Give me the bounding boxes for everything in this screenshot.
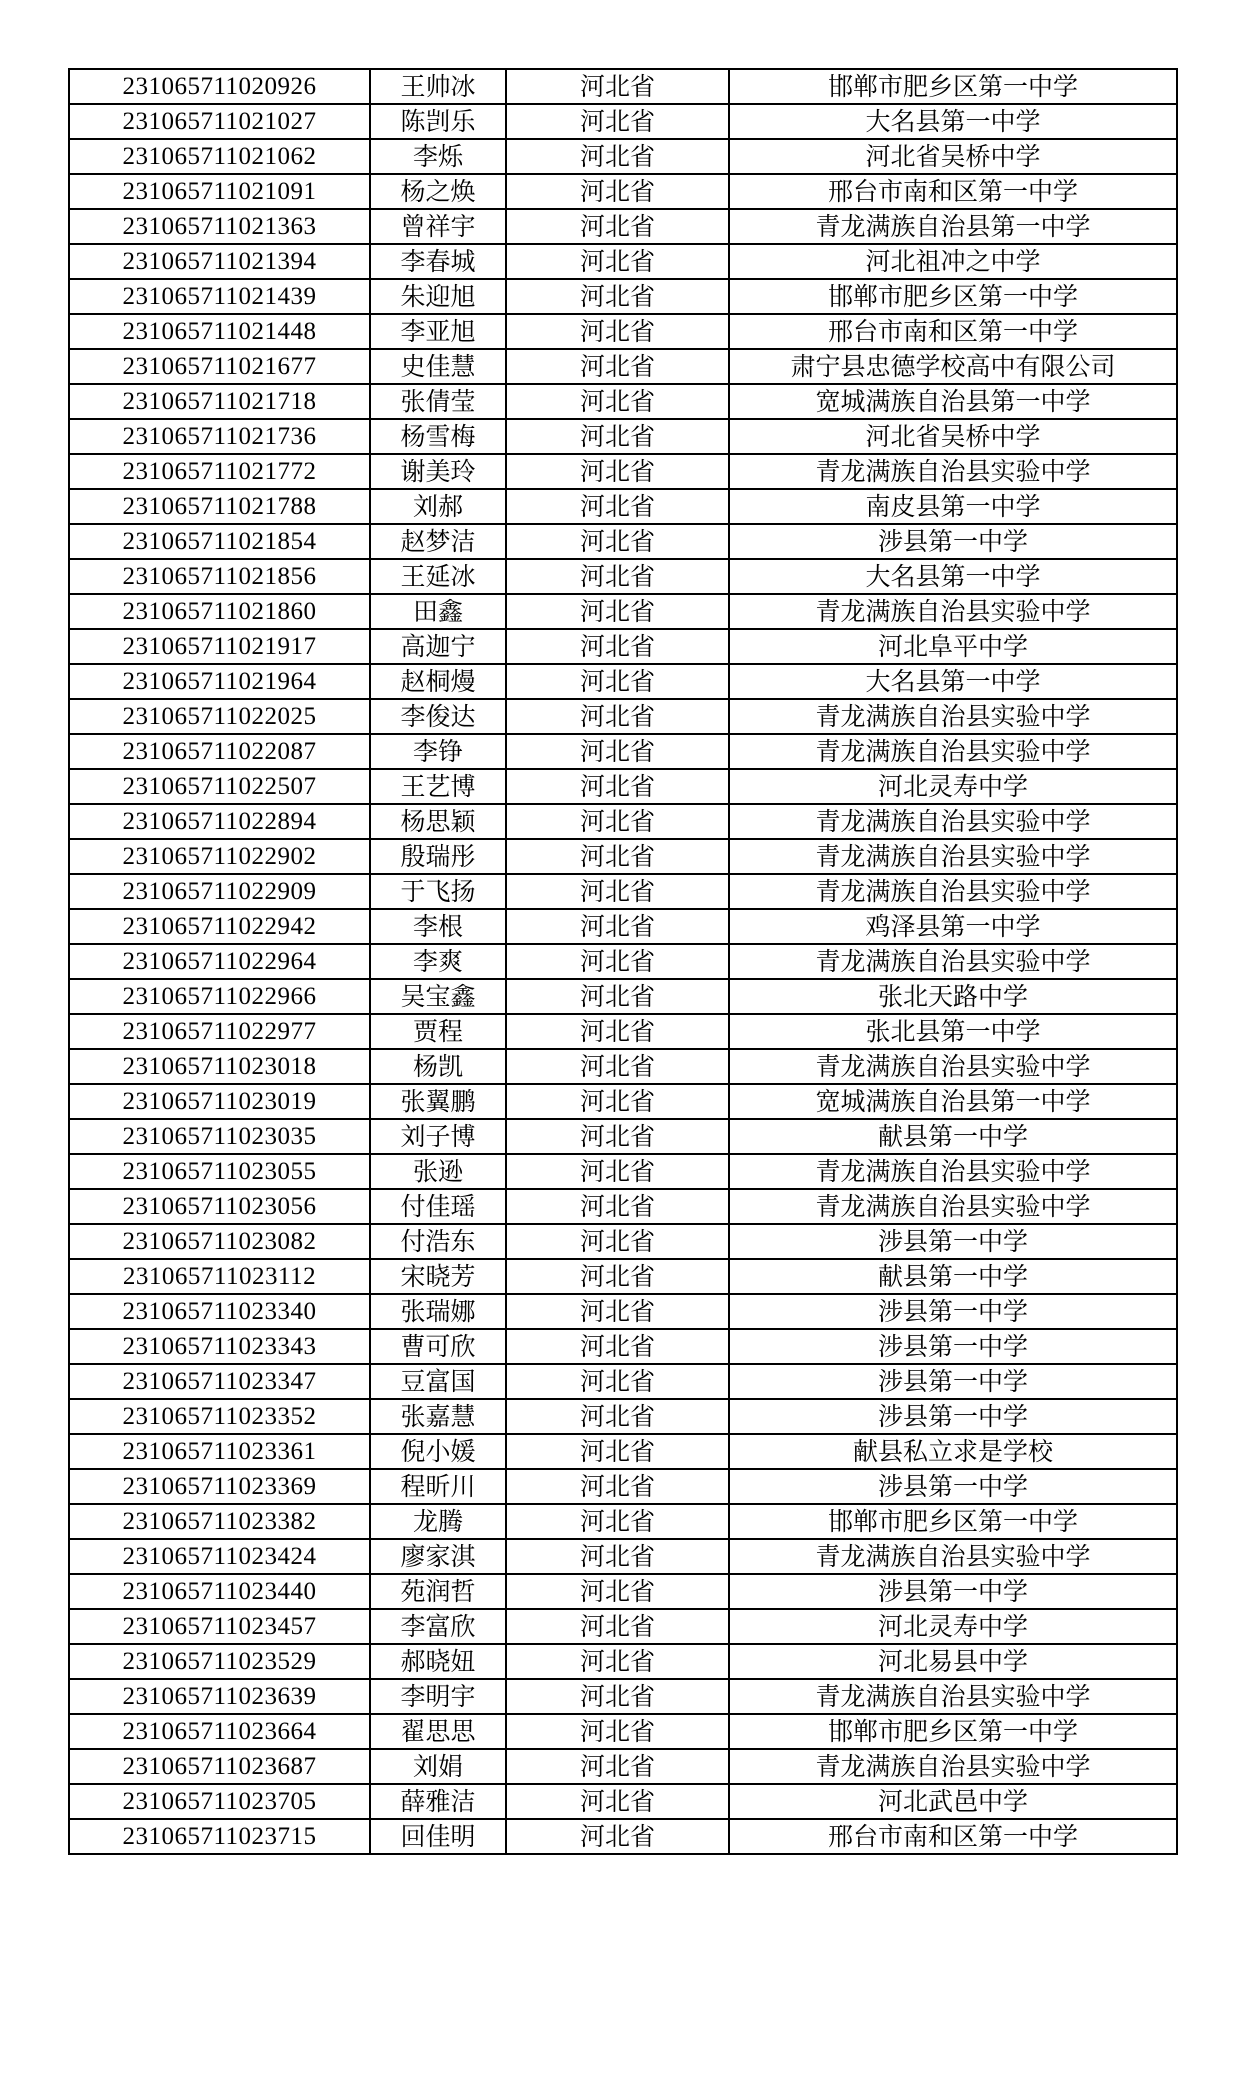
table-row (69, 1294, 1177, 1329)
student-name-cell: 殷瑞彤 (370, 839, 506, 874)
table-row (69, 349, 1177, 384)
school-cell: 宽城满族自治县第一中学 (729, 1084, 1177, 1119)
table-body (69, 69, 1177, 1854)
table-row (69, 1224, 1177, 1259)
exam-id-cell: 231065711021856 (69, 559, 370, 594)
table-row (69, 1784, 1177, 1819)
student-name-cell: 刘郝 (370, 489, 506, 524)
school-cell: 张北天路中学 (729, 979, 1177, 1014)
student-name-cell: 赵梦洁 (370, 524, 506, 559)
province-cell: 河北省 (506, 1469, 729, 1504)
province-cell: 河北省 (506, 1539, 729, 1574)
student-name-cell: 史佳慧 (370, 349, 506, 384)
table-row (69, 1644, 1177, 1679)
school-cell: 青龙满族自治县实验中学 (729, 804, 1177, 839)
province-cell: 河北省 (506, 1574, 729, 1609)
school-cell: 青龙满族自治县实验中学 (729, 454, 1177, 489)
student-name-cell: 杨思颖 (370, 804, 506, 839)
province-cell: 河北省 (506, 1749, 729, 1784)
school-cell: 邯郸市肥乡区第一中学 (729, 69, 1177, 104)
table-row (69, 594, 1177, 629)
school-cell: 南皮县第一中学 (729, 489, 1177, 524)
student-name-cell: 李根 (370, 909, 506, 944)
table-row (69, 139, 1177, 174)
student-name-cell: 杨凯 (370, 1049, 506, 1084)
school-cell: 大名县第一中学 (729, 559, 1177, 594)
exam-id-cell: 231065711023347 (69, 1364, 370, 1399)
table-row (69, 979, 1177, 1014)
exam-id-cell: 231065711021718 (69, 384, 370, 419)
province-cell: 河北省 (506, 1329, 729, 1364)
school-cell: 河北祖冲之中学 (729, 244, 1177, 279)
school-cell: 青龙满族自治县实验中学 (729, 1539, 1177, 1574)
school-cell: 青龙满族自治县实验中学 (729, 1154, 1177, 1189)
student-name-cell: 杨雪梅 (370, 419, 506, 454)
exam-id-cell: 231065711021363 (69, 209, 370, 244)
student-name-cell: 龙腾 (370, 1504, 506, 1539)
table-row (69, 419, 1177, 454)
school-cell: 邢台市南和区第一中学 (729, 174, 1177, 209)
province-cell: 河北省 (506, 1434, 729, 1469)
province-cell: 河北省 (506, 1399, 729, 1434)
exam-id-cell: 231065711021394 (69, 244, 370, 279)
exam-id-cell: 231065711023664 (69, 1714, 370, 1749)
exam-id-cell: 231065711023687 (69, 1749, 370, 1784)
table-row (69, 1539, 1177, 1574)
table-row (69, 769, 1177, 804)
table-row (69, 1714, 1177, 1749)
exam-id-cell: 231065711023361 (69, 1434, 370, 1469)
student-name-cell: 程昕川 (370, 1469, 506, 1504)
exam-id-cell: 231065711021964 (69, 664, 370, 699)
student-list-table-container (68, 68, 1176, 1855)
province-cell: 河北省 (506, 384, 729, 419)
school-cell: 青龙满族自治县实验中学 (729, 1679, 1177, 1714)
province-cell: 河北省 (506, 314, 729, 349)
school-cell: 河北省吴桥中学 (729, 139, 1177, 174)
exam-id-cell: 231065711023035 (69, 1119, 370, 1154)
exam-id-cell: 231065711021788 (69, 489, 370, 524)
table-row (69, 174, 1177, 209)
table-row (69, 1819, 1177, 1854)
school-cell: 青龙满族自治县实验中学 (729, 839, 1177, 874)
exam-id-cell: 231065711021027 (69, 104, 370, 139)
exam-id-cell: 231065711022025 (69, 699, 370, 734)
student-name-cell: 田鑫 (370, 594, 506, 629)
province-cell: 河北省 (506, 209, 729, 244)
province-cell: 河北省 (506, 699, 729, 734)
table-row (69, 524, 1177, 559)
table-row (69, 104, 1177, 139)
student-list-table (68, 68, 1178, 1855)
province-cell: 河北省 (506, 454, 729, 489)
exam-id-cell: 231065711023056 (69, 1189, 370, 1224)
province-cell: 河北省 (506, 1364, 729, 1399)
province-cell: 河北省 (506, 629, 729, 664)
province-cell: 河北省 (506, 1609, 729, 1644)
student-name-cell: 豆富国 (370, 1364, 506, 1399)
school-cell: 涉县第一中学 (729, 1469, 1177, 1504)
student-name-cell: 王帅冰 (370, 69, 506, 104)
school-cell: 青龙满族自治县实验中学 (729, 699, 1177, 734)
province-cell: 河北省 (506, 1679, 729, 1714)
school-cell: 河北阜平中学 (729, 629, 1177, 664)
student-name-cell: 刘娟 (370, 1749, 506, 1784)
exam-id-cell: 231065711023715 (69, 1819, 370, 1854)
province-cell: 河北省 (506, 909, 729, 944)
province-cell: 河北省 (506, 419, 729, 454)
school-cell: 宽城满族自治县第一中学 (729, 384, 1177, 419)
province-cell: 河北省 (506, 1014, 729, 1049)
exam-id-cell: 231065711023019 (69, 1084, 370, 1119)
province-cell: 河北省 (506, 874, 729, 909)
province-cell: 河北省 (506, 244, 729, 279)
student-name-cell: 张逊 (370, 1154, 506, 1189)
student-name-cell: 赵桐熳 (370, 664, 506, 699)
table-row (69, 1049, 1177, 1084)
table-row (69, 314, 1177, 349)
province-cell: 河北省 (506, 1504, 729, 1539)
province-cell: 河北省 (506, 279, 729, 314)
table-row (69, 1469, 1177, 1504)
table-row (69, 699, 1177, 734)
exam-id-cell: 231065711021677 (69, 349, 370, 384)
exam-id-cell: 231065711023529 (69, 1644, 370, 1679)
school-cell: 献县私立求是学校 (729, 1434, 1177, 1469)
province-cell: 河北省 (506, 174, 729, 209)
school-cell: 河北灵寿中学 (729, 769, 1177, 804)
student-name-cell: 高迦宁 (370, 629, 506, 664)
table-row (69, 944, 1177, 979)
exam-id-cell: 231065711023343 (69, 1329, 370, 1364)
exam-id-cell: 231065711022507 (69, 769, 370, 804)
province-cell: 河北省 (506, 839, 729, 874)
student-name-cell: 回佳明 (370, 1819, 506, 1854)
table-row (69, 1014, 1177, 1049)
student-name-cell: 吴宝鑫 (370, 979, 506, 1014)
school-cell: 青龙满族自治县实验中学 (729, 1049, 1177, 1084)
province-cell: 河北省 (506, 1119, 729, 1154)
student-name-cell: 付佳瑶 (370, 1189, 506, 1224)
table-row (69, 1609, 1177, 1644)
school-cell: 张北县第一中学 (729, 1014, 1177, 1049)
exam-id-cell: 231065711022902 (69, 839, 370, 874)
table-row (69, 909, 1177, 944)
exam-id-cell: 231065711023440 (69, 1574, 370, 1609)
table-row (69, 1119, 1177, 1154)
exam-id-cell: 231065711023352 (69, 1399, 370, 1434)
school-cell: 青龙满族自治县实验中学 (729, 1749, 1177, 1784)
province-cell: 河北省 (506, 489, 729, 524)
school-cell: 青龙满族自治县实验中学 (729, 874, 1177, 909)
school-cell: 青龙满族自治县实验中学 (729, 594, 1177, 629)
school-cell: 涉县第一中学 (729, 1224, 1177, 1259)
school-cell: 涉县第一中学 (729, 1364, 1177, 1399)
student-name-cell: 于飞扬 (370, 874, 506, 909)
exam-id-cell: 231065711021772 (69, 454, 370, 489)
exam-id-cell: 231065711021448 (69, 314, 370, 349)
student-name-cell: 张翼鹏 (370, 1084, 506, 1119)
student-name-cell: 郝晓妞 (370, 1644, 506, 1679)
table-row (69, 209, 1177, 244)
student-name-cell: 张嘉慧 (370, 1399, 506, 1434)
school-cell: 青龙满族自治县实验中学 (729, 1189, 1177, 1224)
table-row (69, 1399, 1177, 1434)
student-name-cell: 付浩东 (370, 1224, 506, 1259)
exam-id-cell: 231065711022977 (69, 1014, 370, 1049)
province-cell: 河北省 (506, 1189, 729, 1224)
table-row (69, 454, 1177, 489)
table-row (69, 69, 1177, 104)
province-cell: 河北省 (506, 104, 729, 139)
exam-id-cell: 231065711022964 (69, 944, 370, 979)
exam-id-cell: 231065711023082 (69, 1224, 370, 1259)
table-row (69, 1259, 1177, 1294)
exam-id-cell: 231065711023705 (69, 1784, 370, 1819)
table-row (69, 384, 1177, 419)
student-name-cell: 李春城 (370, 244, 506, 279)
province-cell: 河北省 (506, 1259, 729, 1294)
student-name-cell: 杨之焕 (370, 174, 506, 209)
province-cell: 河北省 (506, 524, 729, 559)
school-cell: 邯郸市肥乡区第一中学 (729, 1714, 1177, 1749)
student-name-cell: 谢美玲 (370, 454, 506, 489)
school-cell: 青龙满族自治县实验中学 (729, 944, 1177, 979)
table-row (69, 1189, 1177, 1224)
exam-id-cell: 231065711022894 (69, 804, 370, 839)
table-row (69, 244, 1177, 279)
school-cell: 涉县第一中学 (729, 1294, 1177, 1329)
student-name-cell: 李明宇 (370, 1679, 506, 1714)
exam-id-cell: 231065711021439 (69, 279, 370, 314)
province-cell: 河北省 (506, 734, 729, 769)
school-cell: 涉县第一中学 (729, 1399, 1177, 1434)
province-cell: 河北省 (506, 594, 729, 629)
student-name-cell: 张瑞娜 (370, 1294, 506, 1329)
school-cell: 邢台市南和区第一中学 (729, 314, 1177, 349)
student-name-cell: 倪小媛 (370, 1434, 506, 1469)
school-cell: 邯郸市肥乡区第一中学 (729, 1504, 1177, 1539)
table-row (69, 874, 1177, 909)
province-cell: 河北省 (506, 1644, 729, 1679)
province-cell: 河北省 (506, 1049, 729, 1084)
student-name-cell: 张倩莹 (370, 384, 506, 419)
province-cell: 河北省 (506, 559, 729, 594)
exam-id-cell: 231065711023424 (69, 1539, 370, 1574)
table-row (69, 1434, 1177, 1469)
province-cell: 河北省 (506, 1224, 729, 1259)
province-cell: 河北省 (506, 1819, 729, 1854)
exam-id-cell: 231065711022909 (69, 874, 370, 909)
school-cell: 大名县第一中学 (729, 104, 1177, 139)
student-name-cell: 宋晓芳 (370, 1259, 506, 1294)
student-name-cell: 李烁 (370, 139, 506, 174)
exam-id-cell: 231065711021917 (69, 629, 370, 664)
student-name-cell: 王艺博 (370, 769, 506, 804)
table-row (69, 1329, 1177, 1364)
school-cell: 大名县第一中学 (729, 664, 1177, 699)
province-cell: 河北省 (506, 1784, 729, 1819)
school-cell: 邢台市南和区第一中学 (729, 1819, 1177, 1854)
province-cell: 河北省 (506, 944, 729, 979)
province-cell: 河北省 (506, 804, 729, 839)
student-name-cell: 李亚旭 (370, 314, 506, 349)
student-name-cell: 李铮 (370, 734, 506, 769)
exam-id-cell: 231065711023340 (69, 1294, 370, 1329)
school-cell: 鸡泽县第一中学 (729, 909, 1177, 944)
exam-id-cell: 231065711023018 (69, 1049, 370, 1084)
student-name-cell: 李富欣 (370, 1609, 506, 1644)
student-name-cell: 苑润哲 (370, 1574, 506, 1609)
table-row (69, 629, 1177, 664)
province-cell: 河北省 (506, 1084, 729, 1119)
school-cell: 涉县第一中学 (729, 1574, 1177, 1609)
province-cell: 河北省 (506, 1294, 729, 1329)
province-cell: 河北省 (506, 1154, 729, 1189)
school-cell: 献县第一中学 (729, 1259, 1177, 1294)
exam-id-cell: 231065711022942 (69, 909, 370, 944)
exam-id-cell: 231065711023369 (69, 1469, 370, 1504)
student-name-cell: 王延冰 (370, 559, 506, 594)
exam-id-cell: 231065711020926 (69, 69, 370, 104)
school-cell: 河北易县中学 (729, 1644, 1177, 1679)
student-name-cell: 曾祥宇 (370, 209, 506, 244)
student-name-cell: 翟思思 (370, 1714, 506, 1749)
table-row (69, 734, 1177, 769)
table-row (69, 839, 1177, 874)
school-cell: 肃宁县忠德学校高中有限公司 (729, 349, 1177, 384)
province-cell: 河北省 (506, 69, 729, 104)
student-name-cell: 曹可欣 (370, 1329, 506, 1364)
exam-id-cell: 231065711021860 (69, 594, 370, 629)
exam-id-cell: 231065711021062 (69, 139, 370, 174)
student-name-cell: 陈剀乐 (370, 104, 506, 139)
table-row (69, 1504, 1177, 1539)
exam-id-cell: 231065711022966 (69, 979, 370, 1014)
province-cell: 河北省 (506, 139, 729, 174)
province-cell: 河北省 (506, 1714, 729, 1749)
school-cell: 邯郸市肥乡区第一中学 (729, 279, 1177, 314)
table-row (69, 664, 1177, 699)
school-cell: 河北灵寿中学 (729, 1609, 1177, 1644)
exam-id-cell: 231065711023112 (69, 1259, 370, 1294)
student-name-cell: 薛雅洁 (370, 1784, 506, 1819)
province-cell: 河北省 (506, 349, 729, 384)
student-name-cell: 朱迎旭 (370, 279, 506, 314)
province-cell: 河北省 (506, 769, 729, 804)
table-row (69, 804, 1177, 839)
school-cell: 涉县第一中学 (729, 1329, 1177, 1364)
table-row (69, 279, 1177, 314)
student-name-cell: 李爽 (370, 944, 506, 979)
exam-id-cell: 231065711023639 (69, 1679, 370, 1714)
exam-id-cell: 231065711021854 (69, 524, 370, 559)
school-cell: 涉县第一中学 (729, 524, 1177, 559)
province-cell: 河北省 (506, 979, 729, 1014)
table-row (69, 1084, 1177, 1119)
school-cell: 青龙满族自治县实验中学 (729, 734, 1177, 769)
table-row (69, 1749, 1177, 1784)
school-cell: 河北省吴桥中学 (729, 419, 1177, 454)
table-row (69, 1679, 1177, 1714)
student-name-cell: 廖家淇 (370, 1539, 506, 1574)
table-row (69, 1574, 1177, 1609)
student-name-cell: 贾程 (370, 1014, 506, 1049)
table-row (69, 559, 1177, 594)
student-name-cell: 李俊达 (370, 699, 506, 734)
exam-id-cell: 231065711022087 (69, 734, 370, 769)
student-name-cell: 刘子博 (370, 1119, 506, 1154)
exam-id-cell: 231065711023055 (69, 1154, 370, 1189)
table-row (69, 1154, 1177, 1189)
table-row (69, 1364, 1177, 1399)
exam-id-cell: 231065711021091 (69, 174, 370, 209)
exam-id-cell: 231065711021736 (69, 419, 370, 454)
province-cell: 河北省 (506, 664, 729, 699)
school-cell: 青龙满族自治县第一中学 (729, 209, 1177, 244)
exam-id-cell: 231065711023382 (69, 1504, 370, 1539)
table-row (69, 489, 1177, 524)
school-cell: 献县第一中学 (729, 1119, 1177, 1154)
exam-id-cell: 231065711023457 (69, 1609, 370, 1644)
school-cell: 河北武邑中学 (729, 1784, 1177, 1819)
